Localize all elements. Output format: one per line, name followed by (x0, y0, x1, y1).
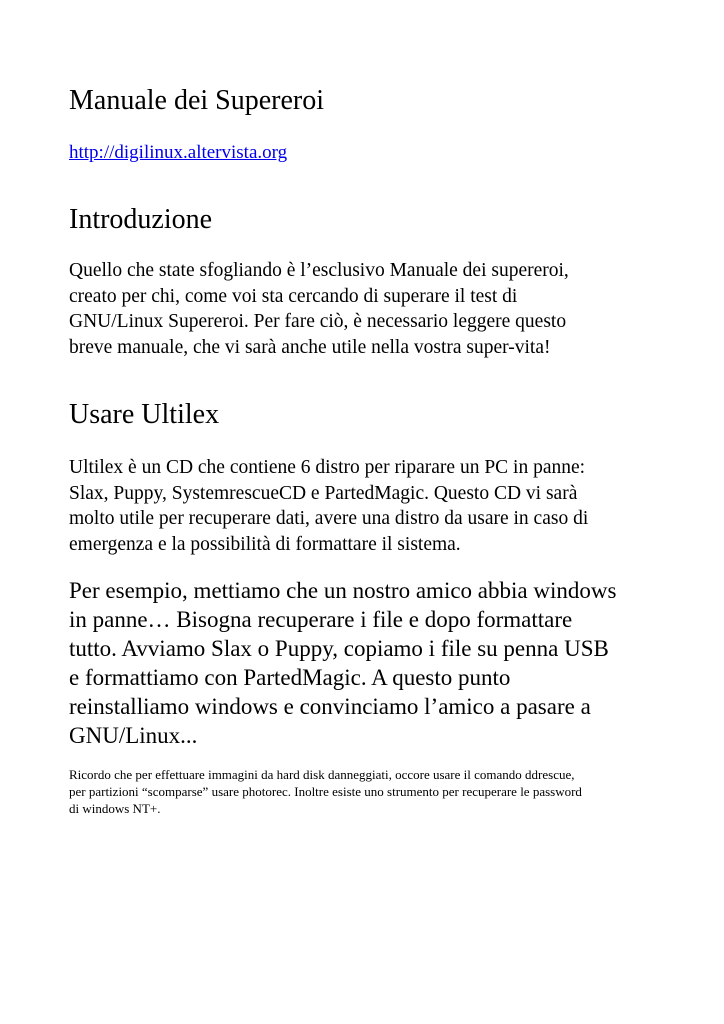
paragraph-line: breve manuale, che vi sarà anche utile nella vostra super-vita! (69, 336, 551, 358)
paragraph-line: Per esempio, mettiamo che un nostro amico abbia windows (69, 578, 617, 603)
paragraph-line: di windows NT+. (69, 801, 161, 816)
section-heading-introduzione: Introduzione (69, 204, 213, 235)
website-link[interactable]: http://digilinux.altervista.org (69, 142, 288, 163)
paragraph-line: emergenza e la possibilità di formattare il sistema. (69, 533, 461, 555)
paragraph-line: tutto. Avviamo Slax o Puppy, copiamo i file su penna USB (69, 636, 609, 661)
document-title: Manuale dei Supereroi (69, 85, 325, 116)
paragraph-line: molto utile per recuperare dati, avere una distro da usare in caso di (69, 508, 589, 529)
paragraph-line: Quello che state sfogliando è l’esclusivo Manuale dei supereroi, (69, 260, 569, 281)
paragraph-line: reinstalliamo windows e convinciamo l’amico a pasare a (69, 694, 591, 719)
paragraph-line: e formattiamo con PartedMagic. A questo punto (69, 665, 511, 690)
paragraph-line: creato per chi, come voi sta cercando di superare il test di (69, 285, 518, 307)
paragraph-line: GNU/Linux... (69, 723, 198, 748)
intro-paragraph (69, 258, 669, 360)
example-paragraph (69, 576, 669, 750)
ultilex-paragraph (69, 455, 669, 557)
paragraph-line: Slax, Puppy, SystemrescueCD e PartedMagic. Questo CD vi sarà (69, 482, 578, 504)
paragraph-line: Ricordo che per effettuare immagini da hard disk danneggiati, occore usare il comando ddrescue, (69, 767, 575, 782)
paragraph-line: GNU/Linux Supereroi. Per fare ciò, è necessario leggere questo (69, 311, 567, 332)
paragraph-line: in panne… Bisogna recuperare i file e dopo formattare (69, 607, 573, 632)
section-heading-usare-ultilex: Usare Ultilex (69, 399, 220, 430)
paragraph-line: per partizioni “scomparse” usare photorec. Inoltre esiste uno strumento per recuperare le password (69, 784, 582, 799)
note-paragraph (69, 766, 669, 817)
paragraph-line: Ultilex è un CD che contiene 6 distro per riparare un PC in panne: (69, 457, 586, 478)
